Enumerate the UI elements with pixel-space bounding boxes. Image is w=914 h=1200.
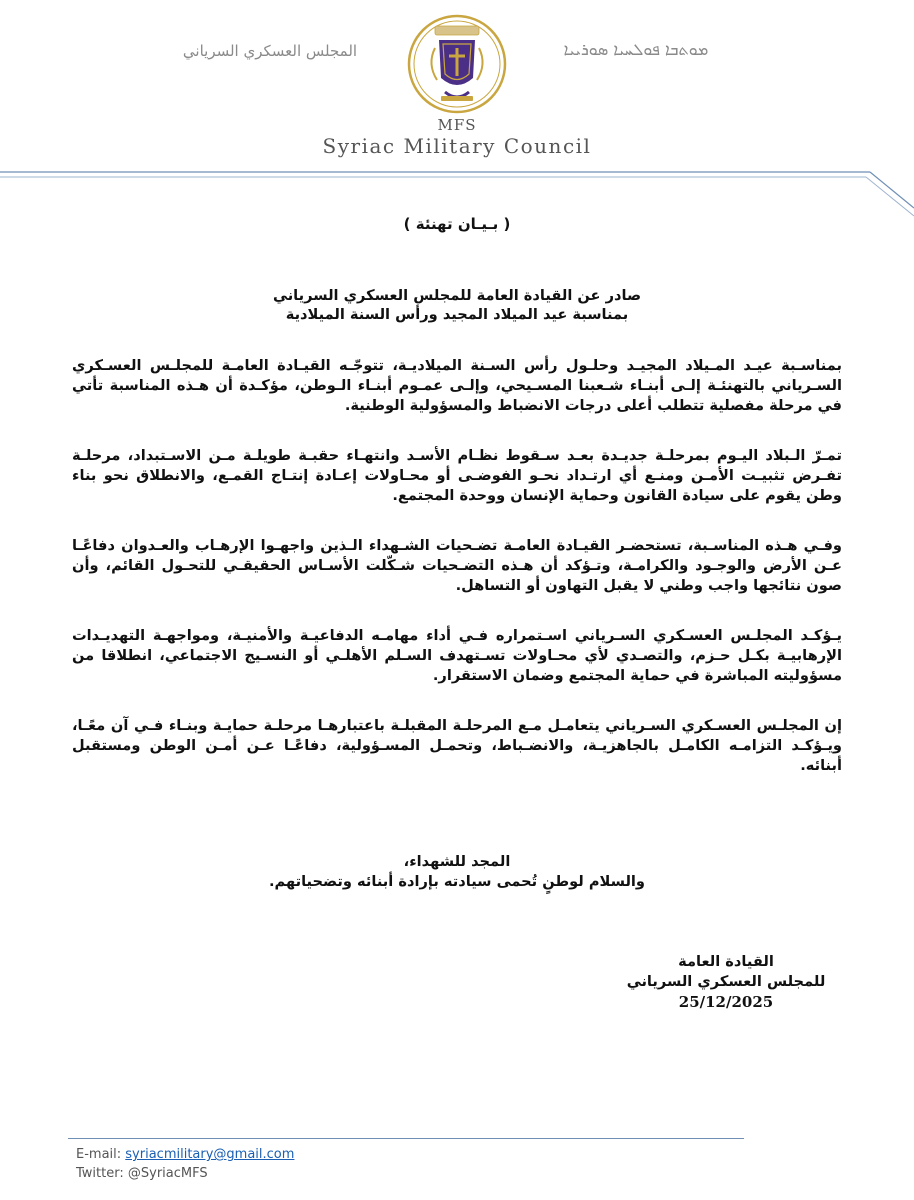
twitter-handle: @SyriacMFS	[127, 1166, 208, 1181]
email-link[interactable]: syriacmilitary@gmail.com	[125, 1147, 295, 1162]
closing-block	[72, 852, 842, 892]
document-title: ( بـيـان تهنئة )	[403, 215, 511, 233]
issued-by: صادر عن القيادة العامة للمجلس العسكري السرياني	[272, 287, 642, 304]
signature-block	[610, 952, 842, 1012]
email-label: E-mail:	[76, 1147, 122, 1162]
twitter-label: Twitter:	[76, 1166, 124, 1181]
footer-rule	[68, 1138, 744, 1139]
statement-body	[72, 210, 842, 1012]
header-english-name: Syriac Military Council	[322, 134, 592, 158]
closing-line: المجد للشهداء،	[403, 853, 511, 870]
occasion: بمناسبة عيد الميلاد المجيد ورأس السنة الميلادية	[285, 306, 629, 323]
header-syriac-name: ܡܘܬܒܐ ܦܘܠܚܝܐ ܣܘܪܝܝܐ	[563, 40, 709, 59]
document-date: 25/12/2025	[678, 993, 774, 1011]
footer-contact	[76, 1145, 294, 1183]
header-abbreviation: MFS	[437, 116, 477, 134]
paragraph: يـؤكـد المجلـس العسـكري السـرياني اسـتمراره فـي أداء مهامـه الدفاعيـة والأمنيـة، ومواجهـة التهديـدات الإرهابيـة بكـل حـزم، والتصـدي لأي محـاولات تسـتهدف السـلم الأهلـي أو النسـيج الاجتماعي، انطلاقا من مسؤوليته المباشرة في حماية المجتمع وضمان الاستقرار.	[72, 627, 842, 684]
closing-line: والسلام لوطنٍ تُحمى سيادته بإرادة أبنائه وتضحياتهم.	[268, 873, 646, 890]
council-emblem-icon	[405, 8, 509, 122]
paragraph: إن المجلـس العسـكري السـرياني يتعامـل مـع المرحلـة المقبلـة باعتبارهـا مرحلـة حمايـة وبنـاء فـي آن معًـا، ويـؤكـد التزامـه الكامـل بالجاهزيـة، والانضـباط، وتحمـل المسـؤولية، دفاعًـا عـن أمـن الوطن ومستقبل أبنائه.	[72, 717, 842, 774]
signature-line: القيادة العامة	[678, 953, 774, 970]
header-arabic-name: المجلس العسكري السرياني	[182, 42, 358, 60]
signature-line: للمجلس العسكري السرياني	[626, 973, 826, 990]
paragraph: بمناسـبة عيـد المـيلاد المجيـد وحلـول رأس السـنة الميلاديـة، تتوجّـه القيـادة العامـة للمجلـس العسـكري السـرياني بالتهنئـة إلـى أبنـاء شـعبنا المسـيحي، وإلـى عمـوم أبنـاء الـوطن، مؤكـدة أن هـذه المناسبة تأتي في مرحلة مفصلية تتطلب أعلى درجات الانضباط والمسؤولية الوطنية.	[72, 357, 842, 414]
issued-by-block	[72, 286, 842, 324]
paragraph: وفـي هـذه المناسـبة، تستحضـر القيـادة العامـة تضـحيات الشـهداء الـذين واجهـوا الإرهـاب والعـدوان دفاعًـا عـن الأرض والوجـود والكرامـة، وتـؤكد أن هـذه التضـحيات شـكّلت الأسـاس الحقيقـي للتحـول القائم، وأن صون نتائجها واجب وطني لا يقبل التهاون أو التساهل.	[72, 537, 842, 594]
paragraph: تمـرّ الـبلاد اليـوم بمرحلـة جديـدة بعـد سـقوط نظـام الأسـد وانتهـاء حقبـة طويلـة مـن الاسـتبداد، مرحلـة تفـرض تثبيـت الأمـن ومنـع أي ارتـداد نحـو الفوضـى أو محـاولات إعـادة إنتـاج القمـع، والانطلاق نحو بناء وطن يقوم على سيادة القانون وحماية الإنسان ووحدة المجتمع.	[72, 447, 842, 504]
